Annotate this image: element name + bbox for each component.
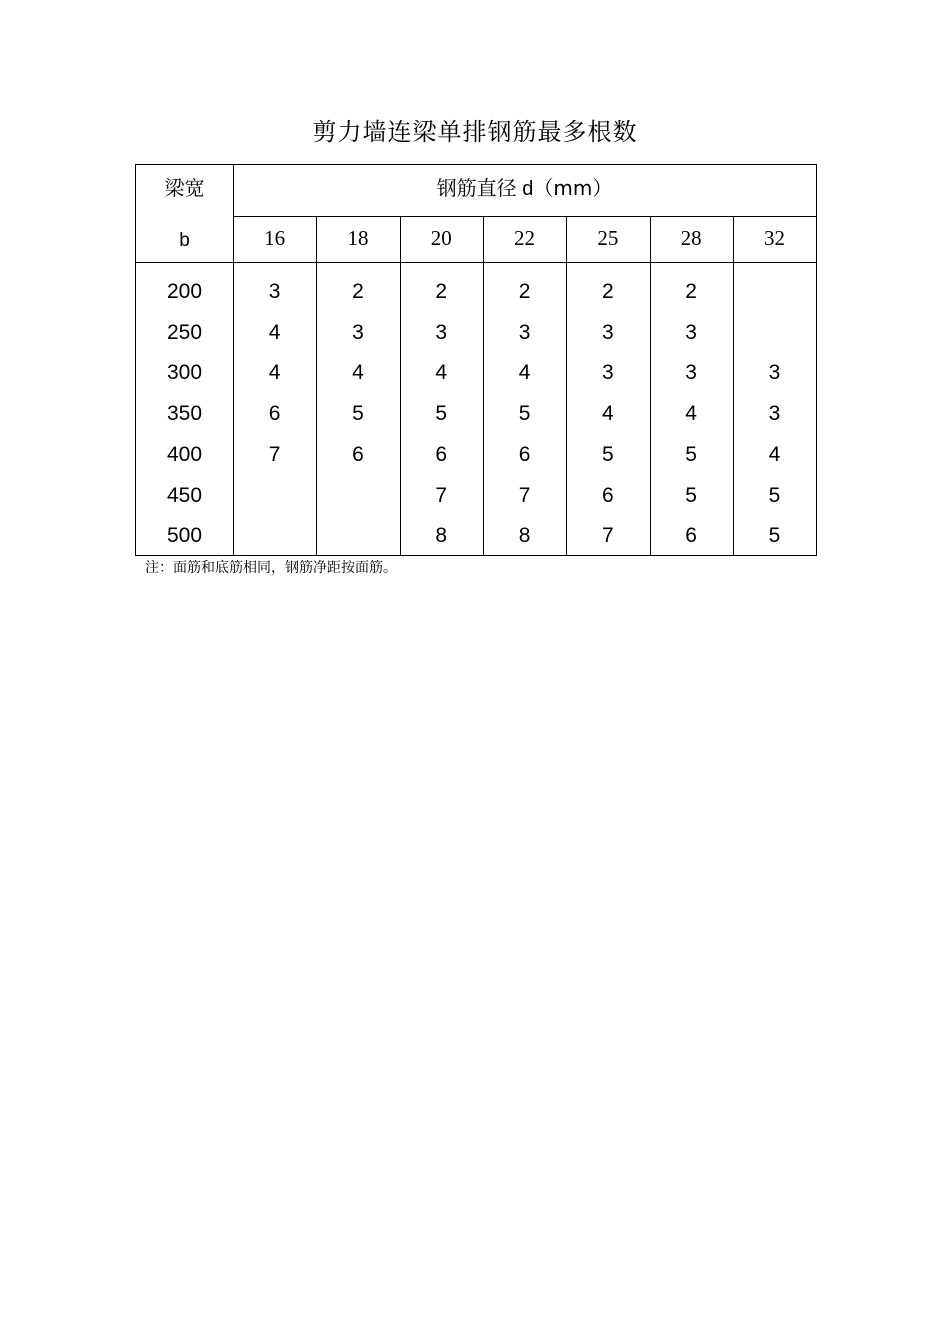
count-cell: 2 bbox=[518, 280, 531, 303]
count-cell: 5 bbox=[768, 524, 781, 548]
footnote: 注：面筋和底筋相同，钢筋净距按面筋。 bbox=[145, 560, 397, 576]
beam-width-cell: 200 bbox=[166, 280, 203, 303]
diameter-cell: 20 bbox=[430, 226, 452, 250]
count-cell: 7 bbox=[601, 524, 614, 548]
count-cell: 5 bbox=[435, 402, 448, 426]
beam-width-cell: 300 bbox=[166, 361, 203, 385]
count-cell: 6 bbox=[685, 524, 697, 548]
count-cell: 5 bbox=[601, 442, 614, 466]
count-cell: 7 bbox=[435, 483, 448, 507]
diameter-row bbox=[233, 217, 816, 262]
beam-width-cell: 400 bbox=[166, 442, 203, 466]
count-cell: 6 bbox=[435, 442, 448, 466]
header-divider bbox=[136, 262, 816, 263]
count-cell: 8 bbox=[518, 524, 531, 548]
count-cell: 3 bbox=[268, 280, 281, 303]
beam-width-cell: 350 bbox=[166, 402, 203, 426]
count-cell: 4 bbox=[685, 402, 697, 426]
count-cell: 3 bbox=[601, 320, 614, 344]
count-cell: 4 bbox=[268, 320, 281, 344]
diameter-cell: 22 bbox=[514, 226, 536, 250]
beam-width-cell: 500 bbox=[166, 524, 203, 548]
page-title: 剪力墙连梁单排钢筋最多根数 bbox=[312, 118, 638, 146]
count-cell: 4 bbox=[768, 442, 781, 466]
count-cell: 3 bbox=[518, 320, 531, 344]
count-cell: 4 bbox=[518, 361, 531, 385]
count-cell: 6 bbox=[518, 442, 531, 466]
diameter-cell: 32 bbox=[763, 226, 785, 250]
count-cell: 5 bbox=[685, 442, 697, 466]
count-cell: 8 bbox=[435, 524, 448, 548]
count-cell: 5 bbox=[685, 483, 697, 507]
count-cell: 6 bbox=[352, 442, 364, 466]
diameter-header-symbol: d bbox=[516, 178, 534, 200]
diameter-cell: 18 bbox=[347, 226, 369, 250]
diameter-header-label: 钢筋直径 bbox=[436, 176, 517, 200]
count-cell: 3 bbox=[768, 402, 781, 426]
count-cell: 5 bbox=[352, 402, 364, 426]
count-cell: 5 bbox=[518, 402, 531, 426]
count-cell: 3 bbox=[352, 320, 364, 344]
count-cell: 6 bbox=[268, 402, 281, 426]
count-cell: 3 bbox=[685, 361, 697, 385]
count-cell: 3 bbox=[601, 361, 614, 385]
count-cell: 4 bbox=[268, 361, 281, 385]
count-cell: 4 bbox=[352, 361, 364, 385]
diameter-cell: 28 bbox=[680, 226, 702, 250]
beam-width-header-symbol: b bbox=[179, 230, 190, 251]
count-cell: 6 bbox=[601, 483, 614, 507]
diameter-cell: 16 bbox=[264, 226, 286, 250]
count-cell: 7 bbox=[518, 483, 531, 507]
count-cell: 3 bbox=[685, 320, 697, 344]
rebar-count-table bbox=[135, 164, 817, 556]
count-cell: 3 bbox=[768, 361, 781, 385]
beam-width-header bbox=[136, 165, 234, 262]
beam-width-header-label: 梁宽 bbox=[164, 176, 205, 200]
count-cell: 2 bbox=[685, 280, 697, 303]
count-cell: 4 bbox=[601, 402, 614, 426]
beam-width-cell: 250 bbox=[166, 320, 203, 344]
count-cell: 3 bbox=[435, 320, 448, 344]
count-cell: 4 bbox=[435, 361, 448, 385]
beam-width-cell: 450 bbox=[166, 483, 203, 507]
diameter-cell: 25 bbox=[597, 226, 619, 250]
count-cell: 2 bbox=[435, 280, 448, 303]
diameter-header bbox=[233, 165, 816, 217]
diameter-header-unit: （mm） bbox=[533, 176, 613, 200]
count-cell: 2 bbox=[601, 280, 614, 303]
count-cell: 2 bbox=[352, 280, 364, 303]
count-cell: 7 bbox=[268, 442, 281, 466]
count-cell: 5 bbox=[768, 483, 781, 507]
